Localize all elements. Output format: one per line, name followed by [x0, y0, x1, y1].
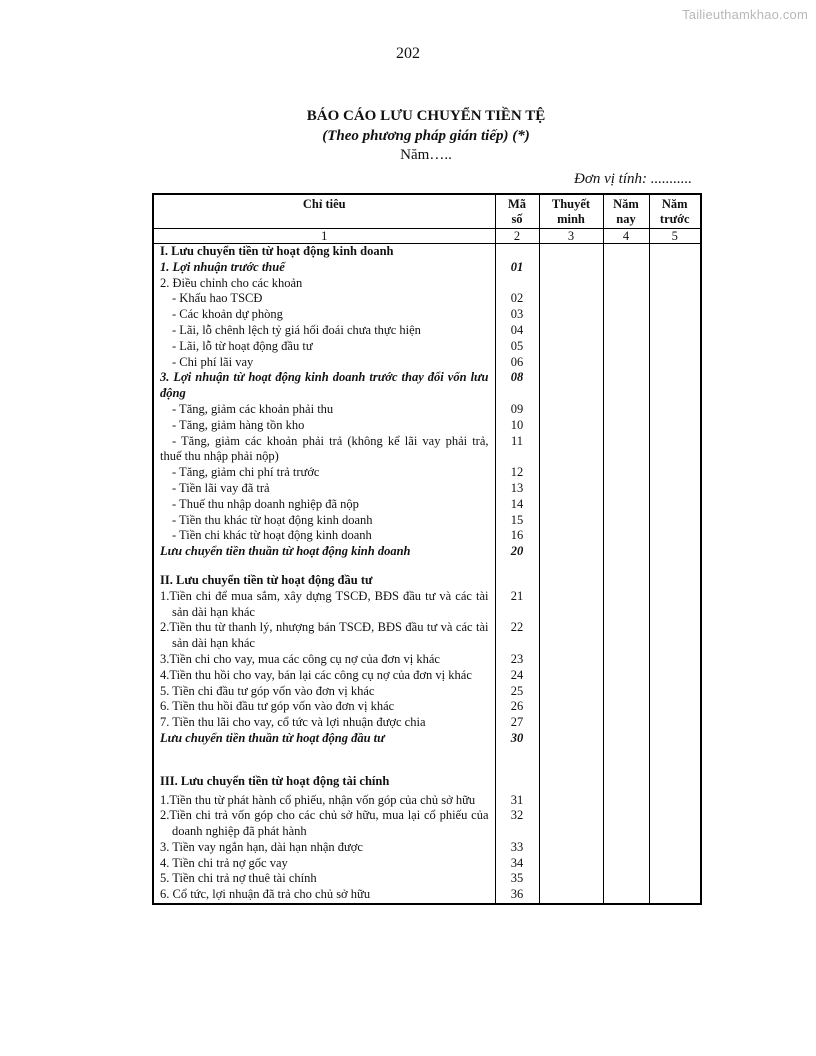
row-code: 36 [495, 887, 539, 904]
row-code: 12 [495, 465, 539, 481]
this-year-cell [603, 544, 649, 560]
row-code: 24 [495, 668, 539, 684]
this-year-cell [603, 528, 649, 544]
note-cell [539, 402, 603, 418]
column-index-row [153, 229, 701, 244]
row-description: - Lãi, lỗ từ hoạt động đầu tư [153, 339, 495, 355]
column-index: 1 [153, 229, 495, 244]
row-code: 23 [495, 652, 539, 668]
note-cell [539, 370, 603, 402]
row-description: 1.Tiền chi để mua sắm, xây dựng TSCĐ, BĐS đầu tư và các tài sản dài hạn khác [153, 589, 495, 621]
note-cell [539, 528, 603, 544]
table-row [153, 856, 701, 872]
table-row [153, 481, 701, 497]
row-description: 4.Tiền thu hồi cho vay, bán lại các công cụ nợ của đơn vị khác [153, 668, 495, 684]
row-description: Lưu chuyển tiền thuần từ hoạt động kinh doanh [153, 544, 495, 560]
row-description: 5. Tiền chi đầu tư góp vốn vào đơn vị khác [153, 684, 495, 700]
row-code: 32 [495, 808, 539, 840]
row-description: 3. Lợi nhuận từ hoạt động kinh doanh trước thay đổi vốn lưu động [153, 370, 495, 402]
note-cell [539, 497, 603, 513]
note-cell [539, 244, 603, 260]
note-cell [539, 684, 603, 700]
table-row [153, 731, 701, 747]
note-cell [539, 652, 603, 668]
row-description: - Chi phí lãi vay [153, 355, 495, 371]
header-note: Thuyết minh [539, 194, 603, 229]
last-year-cell [649, 731, 701, 747]
row-description: - Khấu hao TSCĐ [153, 291, 495, 307]
table-row [153, 652, 701, 668]
report-year: Năm….. [400, 147, 452, 163]
this-year-cell [603, 684, 649, 700]
row-description: - Tăng, giảm chi phí trả trước [153, 465, 495, 481]
row-description: - Thuế thu nhập doanh nghiệp đã nộp [153, 497, 495, 513]
column-index: 2 [495, 229, 539, 244]
table-row [153, 528, 701, 544]
row-description [153, 747, 495, 771]
last-year-cell [649, 513, 701, 529]
last-year-cell [649, 402, 701, 418]
row-code: 35 [495, 871, 539, 887]
row-code: 03 [495, 307, 539, 323]
row-code [495, 276, 539, 292]
row-description: 2.Tiền chi trả vốn góp cho các chủ sở hữu, mua lại cổ phiếu của doanh nghiệp đã phát hành [153, 808, 495, 840]
note-cell [539, 747, 603, 771]
note-cell [539, 715, 603, 731]
last-year-cell [649, 323, 701, 339]
column-index: 4 [603, 229, 649, 244]
row-code: 13 [495, 481, 539, 497]
row-description: 5. Tiền chi trả nợ thuê tài chính [153, 871, 495, 887]
note-cell [539, 339, 603, 355]
row-code: 08 [495, 370, 539, 402]
table-row [153, 808, 701, 840]
row-code: 34 [495, 856, 539, 872]
note-cell [539, 513, 603, 529]
unit-label: Đơn vị tính: ........... [574, 171, 692, 187]
this-year-cell [603, 497, 649, 513]
this-year-cell [603, 731, 649, 747]
row-description: - Tiền thu khác từ hoạt động kinh doanh [153, 513, 495, 529]
note-cell [539, 793, 603, 809]
last-year-cell [649, 589, 701, 621]
this-year-cell [603, 560, 649, 573]
last-year-cell [649, 465, 701, 481]
table-row [153, 747, 701, 771]
row-description: 2.Tiền thu từ thanh lý, nhượng bán TSCĐ, BĐS đầu tư và các tài sản dài hạn khác [153, 620, 495, 652]
last-year-cell [649, 291, 701, 307]
last-year-cell [649, 856, 701, 872]
row-code: 04 [495, 323, 539, 339]
row-description: 6. Cổ tức, lợi nhuận đã trả cho chủ sở hữu [153, 887, 495, 904]
note-cell [539, 291, 603, 307]
this-year-cell [603, 793, 649, 809]
note-cell [539, 544, 603, 560]
this-year-cell [603, 652, 649, 668]
row-code: 26 [495, 699, 539, 715]
last-year-cell [649, 497, 701, 513]
note-cell [539, 808, 603, 840]
this-year-cell [603, 339, 649, 355]
last-year-cell [649, 528, 701, 544]
table-body [153, 244, 701, 905]
this-year-cell [603, 699, 649, 715]
last-year-cell [649, 307, 701, 323]
row-description: III. Lưu chuyển tiền từ hoạt động tài chính [153, 771, 495, 793]
last-year-cell [649, 871, 701, 887]
this-year-cell [603, 771, 649, 793]
last-year-cell [649, 276, 701, 292]
table-row [153, 715, 701, 731]
table-row [153, 260, 701, 276]
this-year-cell [603, 370, 649, 402]
this-year-cell [603, 276, 649, 292]
note-cell [539, 856, 603, 872]
row-code: 16 [495, 528, 539, 544]
last-year-cell [649, 668, 701, 684]
table-row [153, 513, 701, 529]
row-code: 05 [495, 339, 539, 355]
row-description: 2. Điều chỉnh cho các khoản [153, 276, 495, 292]
this-year-cell [603, 307, 649, 323]
note-cell [539, 771, 603, 793]
this-year-cell [603, 871, 649, 887]
table-row [153, 544, 701, 560]
row-code: 14 [495, 497, 539, 513]
row-description: - Tăng, giảm hàng tồn kho [153, 418, 495, 434]
last-year-cell [649, 840, 701, 856]
note-cell [539, 668, 603, 684]
row-description: - Tiền chi khác từ hoạt động kinh doanh [153, 528, 495, 544]
note-cell [539, 323, 603, 339]
table-row [153, 684, 701, 700]
row-code: 31 [495, 793, 539, 809]
table-row [153, 589, 701, 621]
this-year-cell [603, 434, 649, 466]
this-year-cell [603, 260, 649, 276]
this-year-cell [603, 513, 649, 529]
table-row [153, 793, 701, 809]
table-row [153, 307, 701, 323]
this-year-cell [603, 291, 649, 307]
this-year-cell [603, 244, 649, 260]
row-code: 11 [495, 434, 539, 466]
table-row [153, 291, 701, 307]
table-row [153, 560, 701, 573]
row-code [495, 747, 539, 771]
table-row [153, 699, 701, 715]
table-row [153, 573, 701, 589]
row-description: 4. Tiền chi trả nợ gốc vay [153, 856, 495, 872]
row-description: - Tăng, giảm các khoản phải trả (không kể lãi vay phải trả, thuế thu nhập phải nộp) [153, 434, 495, 466]
this-year-cell [603, 715, 649, 731]
table-row [153, 840, 701, 856]
row-code: 06 [495, 355, 539, 371]
row-code [495, 560, 539, 573]
note-cell [539, 418, 603, 434]
header-row [153, 194, 701, 229]
row-description: I. Lưu chuyển tiền từ hoạt động kinh doanh [153, 244, 495, 260]
row-code: 20 [495, 544, 539, 560]
row-code [495, 771, 539, 793]
row-code: 09 [495, 402, 539, 418]
note-cell [539, 481, 603, 497]
last-year-cell [649, 808, 701, 840]
table-row [153, 323, 701, 339]
this-year-cell [603, 355, 649, 371]
table-row [153, 355, 701, 371]
header-indicator: Chỉ tiêu [153, 194, 495, 229]
report-title: BÁO CÁO LƯU CHUYỂN TIỀN TỆ [306, 108, 546, 124]
table-row [153, 771, 701, 793]
row-code: 27 [495, 715, 539, 731]
note-cell [539, 840, 603, 856]
table-row [153, 370, 701, 402]
table-row [153, 339, 701, 355]
table-row [153, 871, 701, 887]
note-cell [539, 434, 603, 466]
last-year-cell [649, 699, 701, 715]
row-description: - Tăng, giảm các khoản phải thu [153, 402, 495, 418]
table-row [153, 465, 701, 481]
this-year-cell [603, 668, 649, 684]
last-year-cell [649, 355, 701, 371]
row-code: 25 [495, 684, 539, 700]
table-row [153, 276, 701, 292]
last-year-cell [649, 747, 701, 771]
table-row [153, 620, 701, 652]
note-cell [539, 731, 603, 747]
last-year-cell [649, 260, 701, 276]
this-year-cell [603, 465, 649, 481]
last-year-cell [649, 793, 701, 809]
table-row [153, 497, 701, 513]
last-year-cell [649, 887, 701, 904]
note-cell [539, 573, 603, 589]
row-description: 3. Tiền vay ngắn hạn, dài hạn nhận được [153, 840, 495, 856]
last-year-cell [649, 544, 701, 560]
last-year-cell [649, 684, 701, 700]
this-year-cell [603, 856, 649, 872]
this-year-cell [603, 418, 649, 434]
row-description: Lưu chuyển tiền thuần từ hoạt động đầu tư [153, 731, 495, 747]
row-code: 10 [495, 418, 539, 434]
last-year-cell [649, 244, 701, 260]
table-row [153, 402, 701, 418]
row-code: 15 [495, 513, 539, 529]
cash-flow-table [152, 193, 702, 905]
row-description: - Các khoản dự phòng [153, 307, 495, 323]
note-cell [539, 465, 603, 481]
note-cell [539, 560, 603, 573]
last-year-cell [649, 771, 701, 793]
this-year-cell [603, 747, 649, 771]
note-cell [539, 307, 603, 323]
column-index: 3 [539, 229, 603, 244]
row-description: II. Lưu chuyển tiền từ hoạt động đầu tư [153, 573, 495, 589]
column-index: 5 [649, 229, 701, 244]
last-year-cell [649, 370, 701, 402]
note-cell [539, 620, 603, 652]
last-year-cell [649, 418, 701, 434]
last-year-cell [649, 560, 701, 573]
note-cell [539, 589, 603, 621]
table-row [153, 668, 701, 684]
last-year-cell [649, 652, 701, 668]
note-cell [539, 355, 603, 371]
page-number: 202 [396, 45, 420, 62]
row-code: 22 [495, 620, 539, 652]
report-subtitle: (Theo phương pháp gián tiếp) (*) [322, 128, 530, 144]
note-cell [539, 276, 603, 292]
header-code: Mã số [495, 194, 539, 229]
row-description [153, 560, 495, 573]
note-cell [539, 699, 603, 715]
row-code: 33 [495, 840, 539, 856]
this-year-cell [603, 840, 649, 856]
row-description: 6. Tiền thu hồi đầu tư góp vốn vào đơn vị khác [153, 699, 495, 715]
row-description: - Tiền lãi vay đã trả [153, 481, 495, 497]
row-code: 30 [495, 731, 539, 747]
row-description: 1. Lợi nhuận trước thuế [153, 260, 495, 276]
last-year-cell [649, 573, 701, 589]
note-cell [539, 260, 603, 276]
last-year-cell [649, 339, 701, 355]
row-code: 02 [495, 291, 539, 307]
this-year-cell [603, 589, 649, 621]
watermark: Tailieuthamkhao.com [682, 7, 808, 22]
last-year-cell [649, 620, 701, 652]
table-row [153, 434, 701, 466]
last-year-cell [649, 434, 701, 466]
table-row [153, 244, 701, 260]
row-description: 1.Tiền thu từ phát hành cổ phiếu, nhận vốn góp của chủ sở hữu [153, 793, 495, 809]
row-code: 21 [495, 589, 539, 621]
this-year-cell [603, 887, 649, 904]
this-year-cell [603, 323, 649, 339]
this-year-cell [603, 808, 649, 840]
row-description: 7. Tiền thu lãi cho vay, cổ tức và lợi nhuận được chia [153, 715, 495, 731]
this-year-cell [603, 481, 649, 497]
row-code [495, 244, 539, 260]
row-description: - Lãi, lỗ chênh lệch tỷ giá hối đoái chưa thực hiện [153, 323, 495, 339]
this-year-cell [603, 620, 649, 652]
header-this-year: Năm nay [603, 194, 649, 229]
last-year-cell [649, 481, 701, 497]
row-description: 3.Tiền chi cho vay, mua các công cụ nợ của đơn vị khác [153, 652, 495, 668]
this-year-cell [603, 402, 649, 418]
row-code [495, 573, 539, 589]
note-cell [539, 887, 603, 904]
table-row [153, 887, 701, 904]
table-row [153, 418, 701, 434]
header-last-year: Năm trước [649, 194, 701, 229]
row-code: 01 [495, 260, 539, 276]
note-cell [539, 871, 603, 887]
last-year-cell [649, 715, 701, 731]
this-year-cell [603, 573, 649, 589]
